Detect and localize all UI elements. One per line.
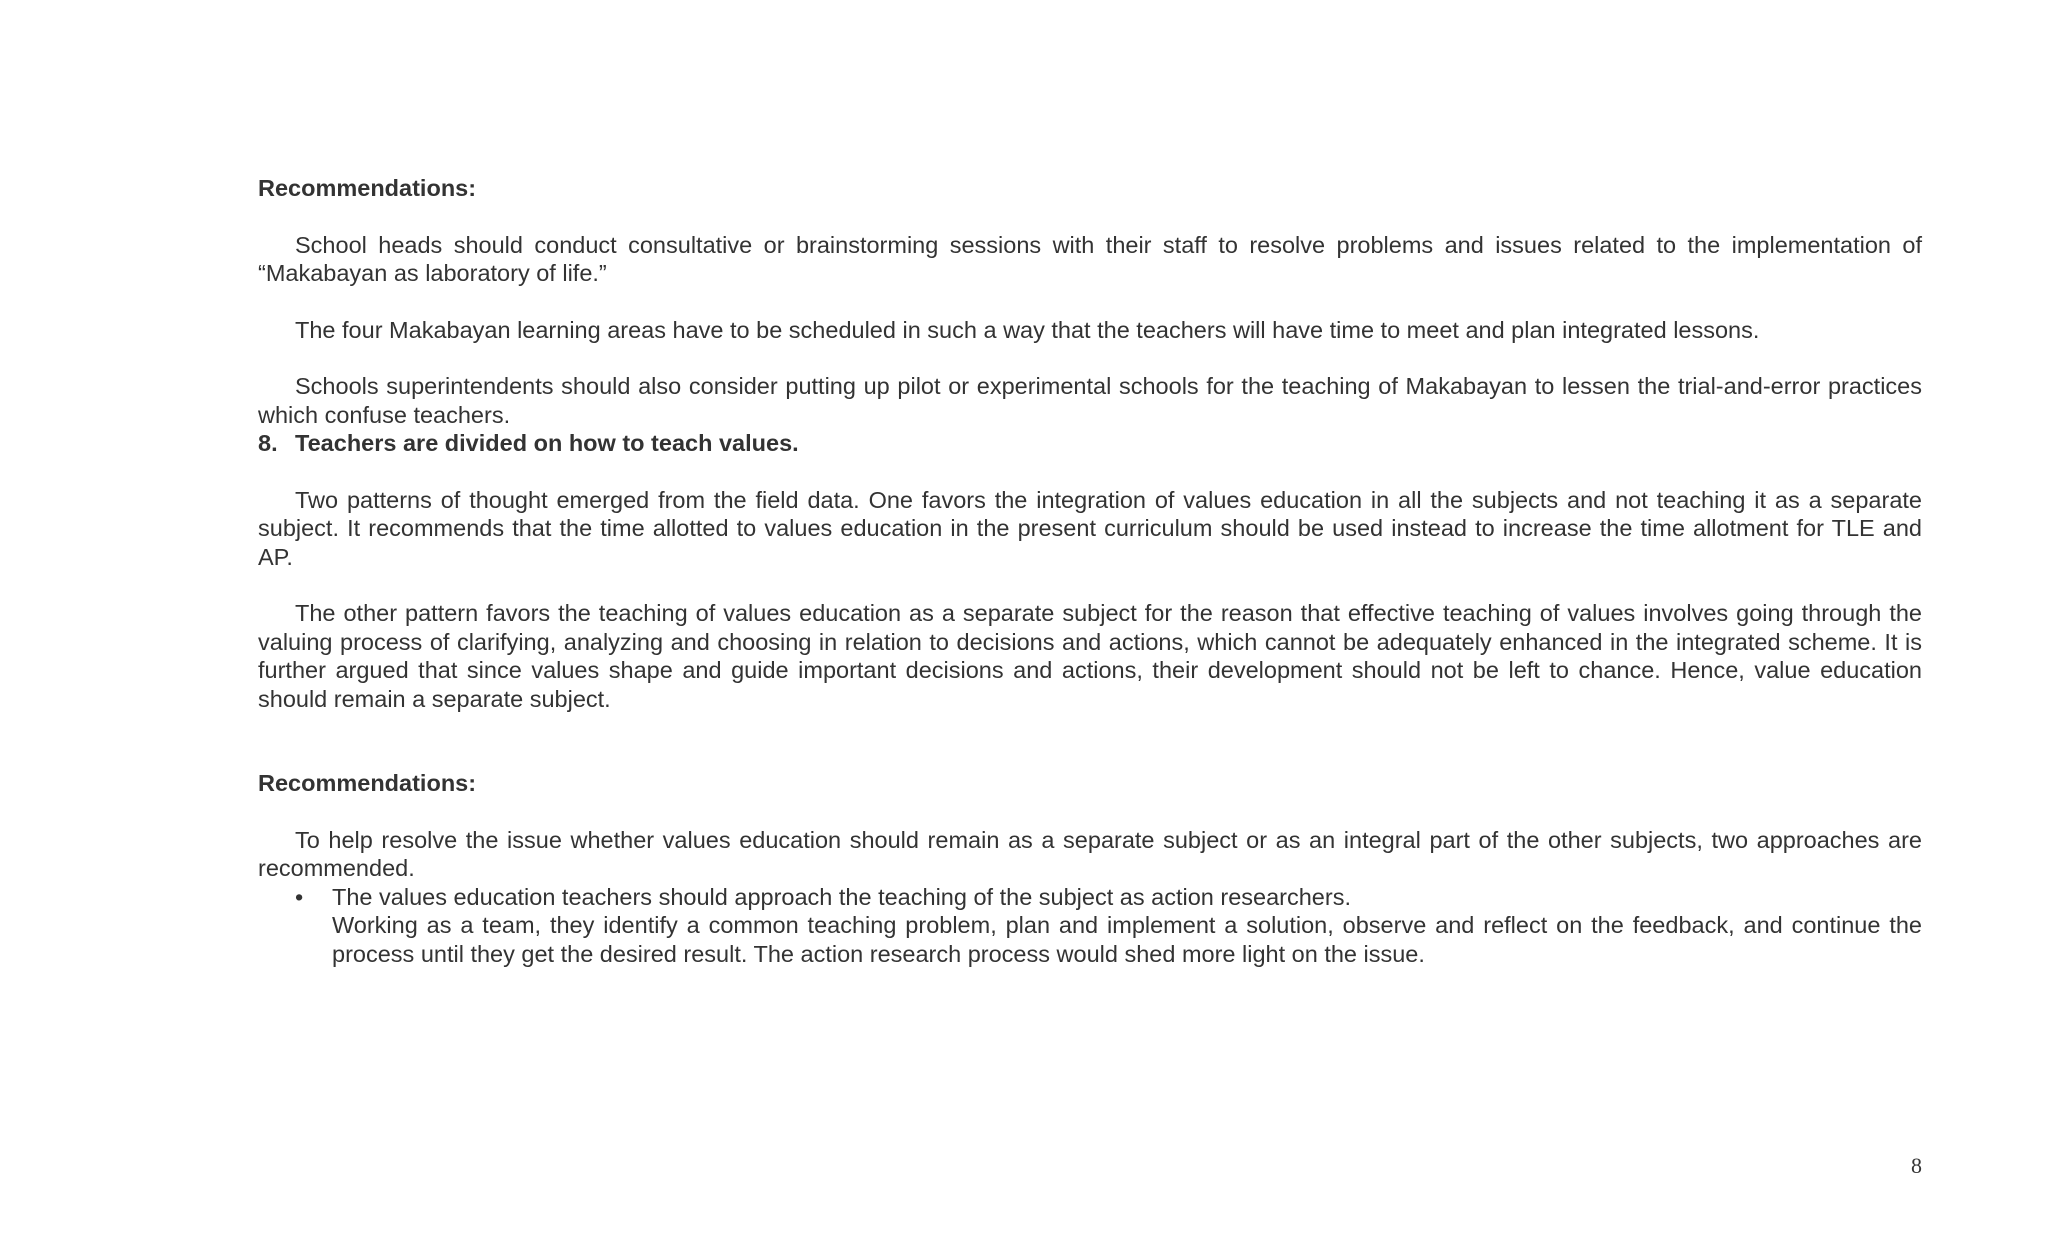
- numbered-item-8: [258, 429, 1922, 458]
- page-number: 8: [1911, 1153, 1922, 1178]
- item-number: 8.: [258, 430, 278, 456]
- item-title: Teachers are divided on how to teach values.: [295, 430, 799, 456]
- paragraph-resolve-issue: To help resolve the issue whether values education should remain as a separate subject or as an integral part of the other subjects, two approaches are recommended.: [258, 826, 1922, 881]
- bullet-text: The values education teachers should approach the teaching of the subject as action researchers.: [332, 883, 1351, 910]
- recommendations-heading-1: Recommendations:: [258, 175, 477, 201]
- paragraph-school-heads: School heads should conduct consultative or brainstorming sessions with their staff to resolve problems and issues related to the implementation of “Makabayan as laboratory of life.”: [258, 231, 1922, 286]
- paragraph-other-pattern: The other pattern favors the teaching of values education as a separate subject for the reason that effective teaching of values involves going through the valuing process of clarifying, analyzing and choosing in relation to decisions and actions, which cannot be adequately enhanced in the integrated scheme. It is further argued that since values shape and guide important decisions and actions, their development should not be left to chance. Hence, value education should remain a separate subject.: [258, 600, 1922, 712]
- document-page: [258, 174, 1922, 968]
- bullet-icon: •: [295, 883, 304, 910]
- paragraph-four-learning-areas: The four Makabayan learning areas have to be scheduled in such a way that the teachers will have time to meet and plan integrated lessons.: [295, 316, 1760, 343]
- bullet-item: [258, 883, 1922, 912]
- bullet-subparagraph: Working as a team, they identify a common teaching problem, plan and implement a solution, observe and reflect on the feedback, and continue the process until they get the desired result. The action research process would shed more light on the issue.: [332, 912, 1922, 967]
- paragraph-two-patterns: Two patterns of thought emerged from the field data. One favors the integration of values education in all the subjects and not teaching it as a separate subject. It recommends that the time allotted to values education in the present curriculum should be used instead to increase the time allotment for TLE and AP.: [258, 486, 1922, 570]
- recommendations-heading-2: Recommendations:: [258, 770, 477, 796]
- paragraph-superintendents: Schools superintendents should also consider putting up pilot or experimental schools for the teaching of Makabayan to lessen the trial-and-error practices which confuse teachers.: [258, 373, 1922, 428]
